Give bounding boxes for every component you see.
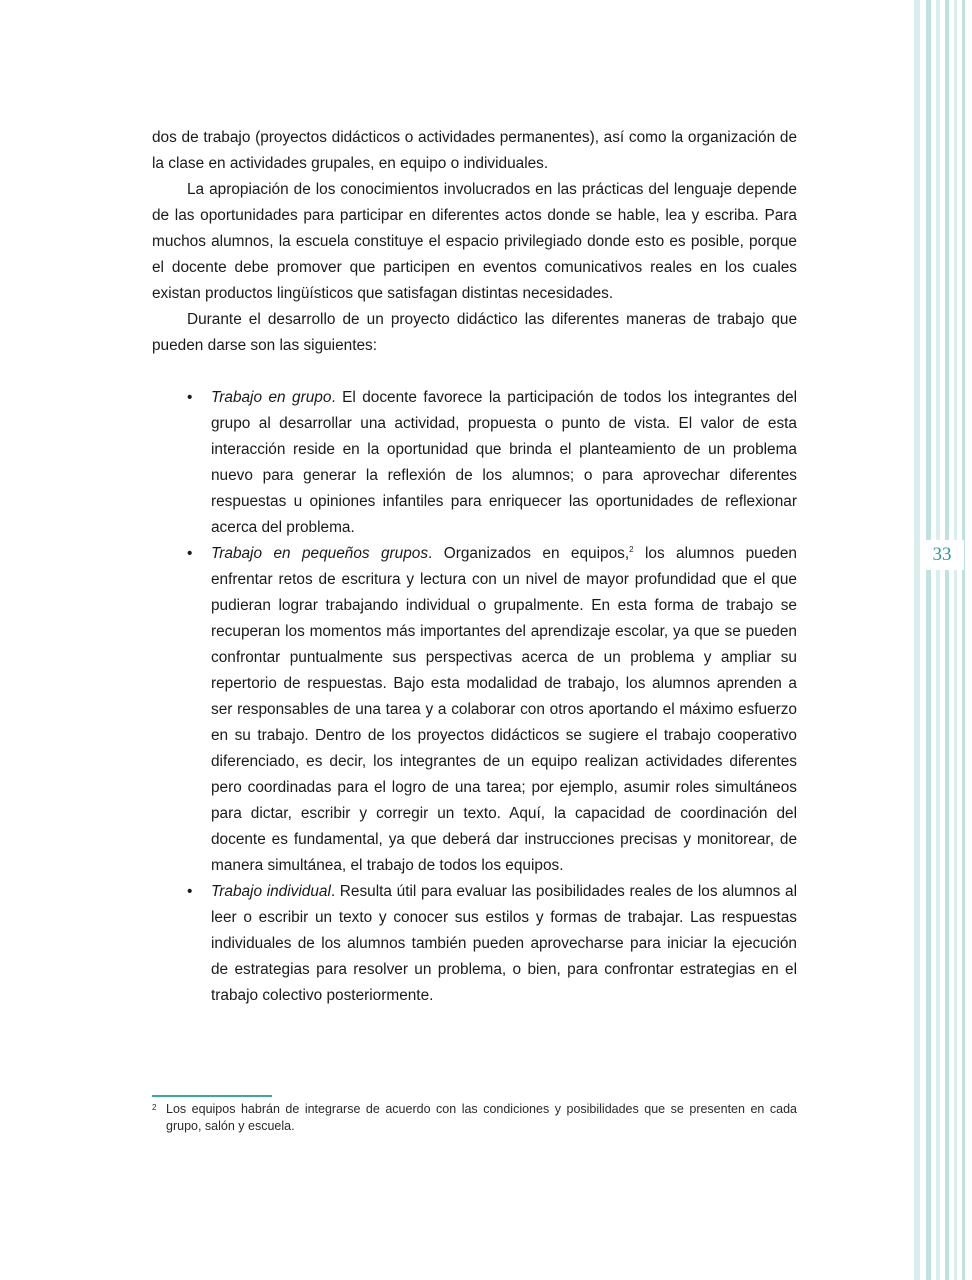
margin-stripe [954, 0, 957, 1280]
main-text [152, 125, 797, 1009]
text-small-groups-lead: . Organizados en equipos, [428, 545, 630, 562]
term-group-work: Trabajo en grupo [211, 389, 332, 406]
margin-stripe [936, 0, 940, 1280]
bullet-icon: • [187, 545, 193, 562]
paragraph-appropriation: La apropiación de los conocimientos involucrados en las prácticas del lenguaje depende de las oportunidades para participar en diferentes actos donde se hable, lea y escriba. Para muchos alumnos, la escuela constituye el espacio privilegiado donde esto es posible, porque el docente debe promover que participen en eventos comunicativos reales en los cuales existan productos lingüísticos que satisfagan distintas necesidades. [152, 181, 797, 302]
footnote [152, 1101, 797, 1135]
paragraph-continuation: dos de trabajo (proyectos didácticos o actividades permanentes), así como la organización de la clase en actividades grupales, en equipo o individuales. [152, 129, 797, 172]
margin-stripe [926, 0, 931, 1280]
list-item-individual-work [187, 879, 797, 1009]
margin-stripe [962, 0, 965, 1280]
footnote-divider [152, 1095, 272, 1097]
margin-stripe [945, 0, 949, 1280]
bullet-icon: • [187, 883, 193, 900]
text-individual-work: . Resulta útil para evaluar las posibilidades reales de los alumnos al leer o escribir un texto y conocer sus estilos y formas de trabajar. Las respuestas individuales de los alumnos también pueden aprovecharse para iniciar la ejecución de estrategias para resolver un problema, o bien, para confrontar estrategias en el trabajo colectivo posteriormente. [211, 883, 797, 1004]
term-small-groups: Trabajo en pequeños grupos [211, 545, 429, 562]
footnote-reference[interactable]: 2 [629, 545, 634, 554]
footnote-text: Los equipos habrán de integrarse de acuerdo con las condiciones y posibilidades que se presenten en cada grupo, salón y escuela. [166, 1102, 797, 1133]
page-number: 33 [920, 540, 964, 570]
list-item-small-groups [187, 541, 797, 879]
term-individual-work: Trabajo individual [211, 883, 331, 900]
text-group-work: . El docente favorece la participación de todos los integrantes del grupo al desarrollar una actividad, propuesta o punto de vista. El valor de esta interacción reside en la oportunidad que brinda el planteamiento de un problema nuevo para generar la reflexión de los alumnos; o para aprovechar diferentes respuestas u opiniones infantiles para enriquecer las oportunidades de reflexionar acerca del problema. [211, 389, 797, 536]
list-item-group-work [187, 385, 797, 541]
margin-stripe [914, 0, 920, 1280]
footnote-mark: 2 [152, 1103, 157, 1112]
text-small-groups: los alumnos pueden enfrentar retos de escritura y lectura con un nivel de mayor profundidad que el que pudieran lograr trabajando individual o grupalmente. En esta forma de trabajo se recuperan los momentos más importantes del aprendizaje escolar, ya que se pueden confrontar puntualmente sus perspectivas acerca de un problema y ampliar su repertorio de respuestas. Bajo esta modalidad de trabajo, los alumnos aprenden a ser responsables de una tarea y a colaborar con otros aportando el máximo esfuerzo en su trabajo. Dentro de los proyectos didácticos se sugiere el trabajo cooperativo diferenciado, es decir, los integrantes de un equipo realizan actividades diferentes pero coordinadas para el logro de una tarea; por ejemplo, asumir roles simultáneos para dictar, escribir y corregir un texto. Aquí, la capacidad de coordinación del docente es fundamental, ya que deberá dar instrucciones precisas y monitorear, de manera simultánea, el trabajo de todos los equipos. [211, 545, 797, 874]
work-modes-list [152, 385, 797, 1009]
paragraph-project-intro: Durante el desarrollo de un proyecto didáctico las diferentes maneras de trabajo que pueden darse son las siguientes: [152, 311, 797, 354]
bullet-icon: • [187, 389, 193, 406]
